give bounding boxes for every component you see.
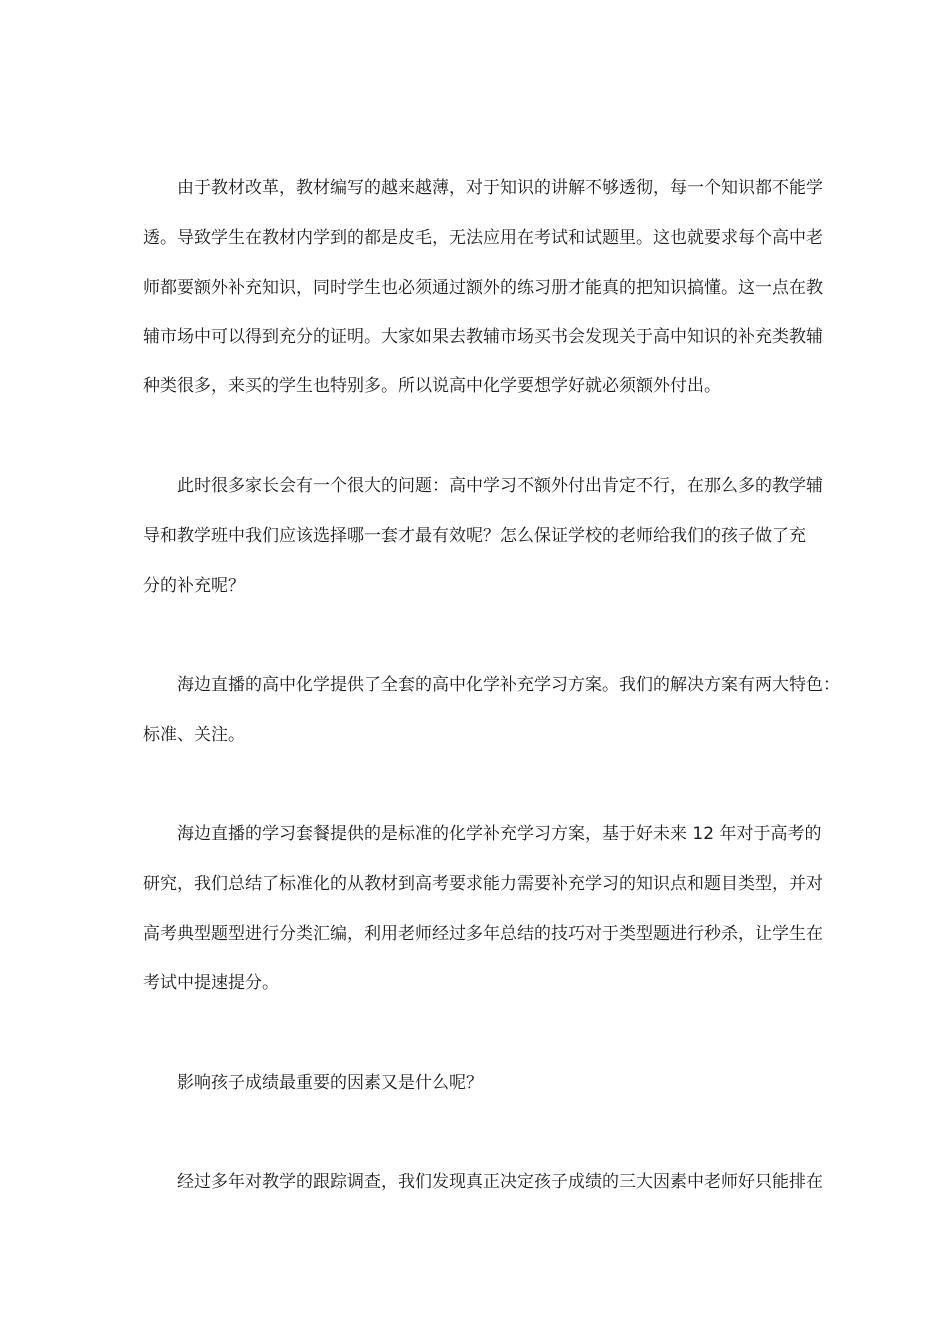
paragraph-line: 辅市场中可以得到充分的证明。大家如果去教辅市场买书会发现关于高中知识的补充类教辅 <box>143 327 823 347</box>
paragraph-line: 此时很多家长会有一个很大的问题：高中学习不额外付出肯定不行，在那么多的教学辅 <box>177 476 823 496</box>
paragraph-line: 分的补充呢？ <box>143 576 245 596</box>
paragraph-line: 导和教学班中我们应该选择哪一套才最有效呢？怎么保证学校的老师给我们的孩子做了充 <box>143 526 806 546</box>
paragraph-line: 师都要额外补充知识，同时学生也必须通过额外的练习册才能真的把知识搞懂。这一点在教 <box>143 278 823 298</box>
paragraph-line: 考试中提速提分。 <box>143 973 279 993</box>
paragraph-line: 高考典型题型进行分类汇编，利用老师经过多年总结的技巧对于类型题进行秒杀，让学生在 <box>143 924 823 944</box>
paragraph-line: 海边直播的高中化学提供了全套的高中化学补充学习方案。我们的解决方案有两大特色： <box>177 675 840 695</box>
paragraph-line: 经过多年对教学的跟踪调查，我们发现真正决定孩子成绩的三大因素中老师好只能排在 <box>177 1172 823 1192</box>
paragraph-line: 由于教材改革，教材编写的越来越薄，对于知识的讲解不够透彻，每一个知识都不能学 <box>177 178 823 198</box>
paragraph-line: 标准、关注。 <box>143 725 245 745</box>
paragraph-line: 影响孩子成绩最重要的因素又是什么呢？ <box>177 1073 483 1093</box>
paragraph-line: 透。导致学生在教材内学到的都是皮毛，无法应用在考试和试题里。这也就要求每个高中老 <box>143 228 823 248</box>
paragraph-line: 研究，我们总结了标准化的从教材到高考要求能力需要补充学习的知识点和题目类型，并对 <box>143 874 823 894</box>
paragraph-line: 种类很多，来买的学生也特别多。所以说高中化学要想学好就必须额外付出。 <box>143 376 721 396</box>
paragraph-line: 海边直播的学习套餐提供的是标准的化学补充学习方案，基于好未来 12 年对于高考的 <box>177 824 822 844</box>
